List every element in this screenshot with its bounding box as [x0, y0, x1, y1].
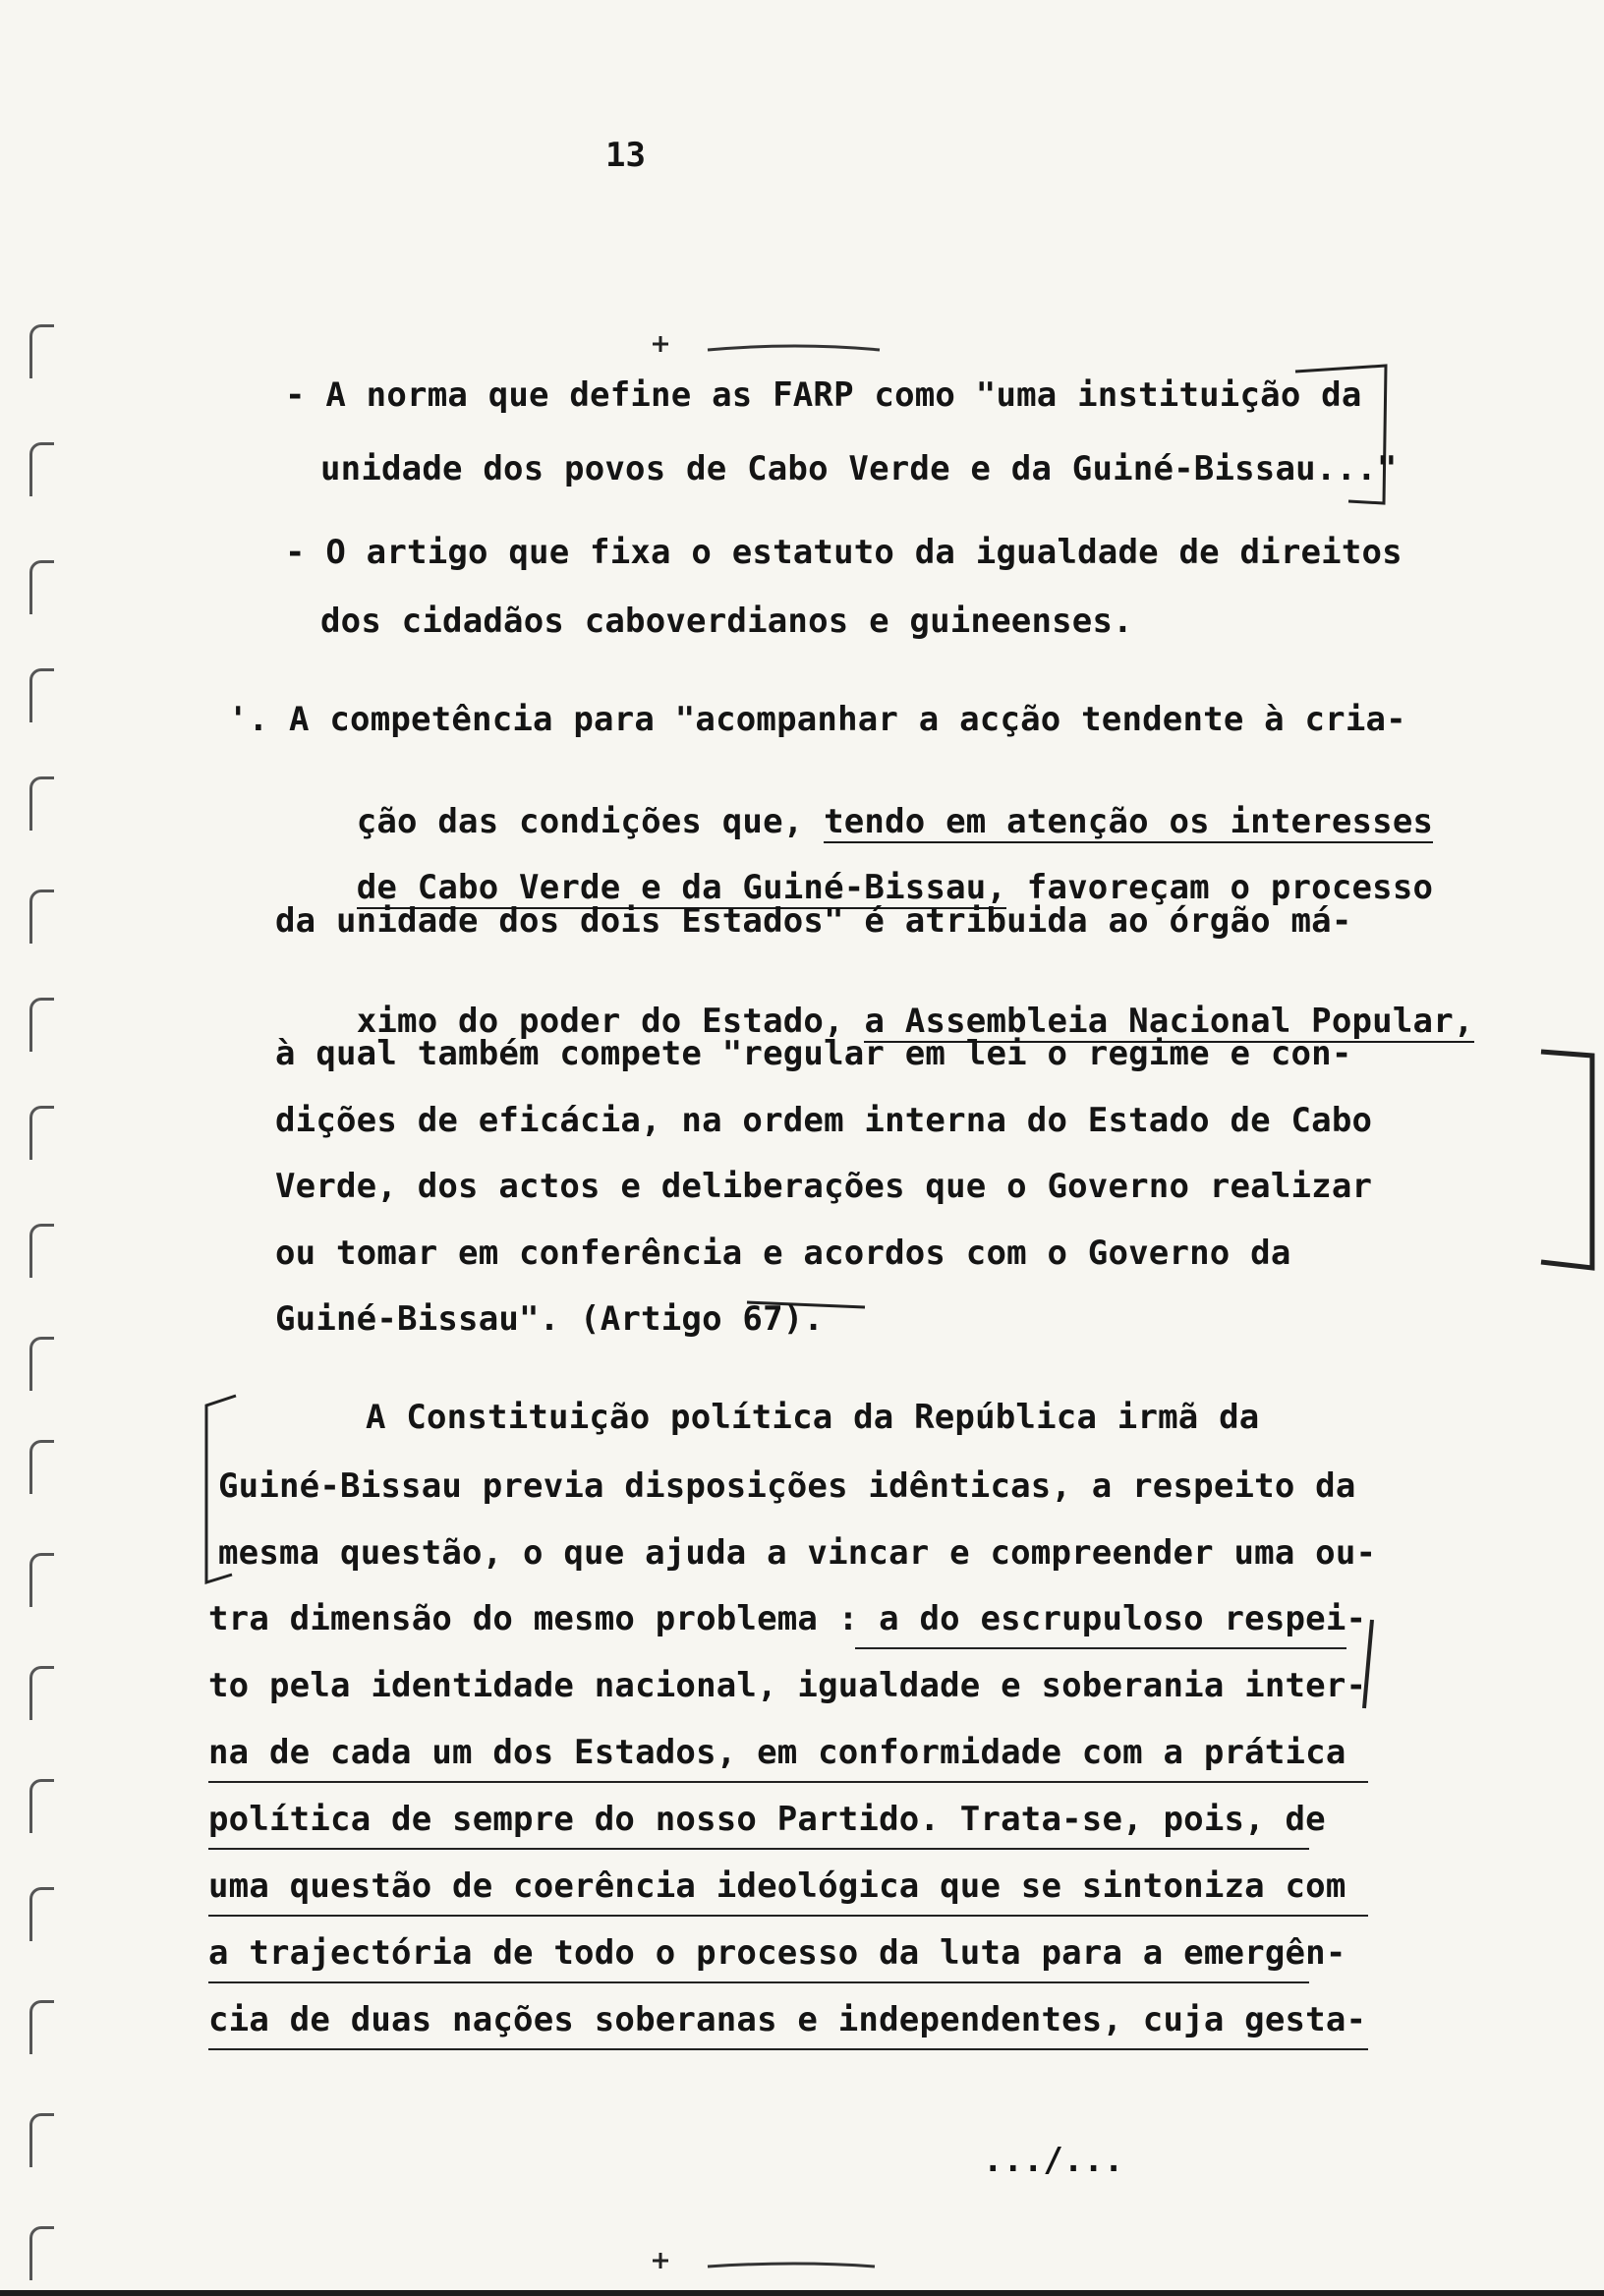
text-line: a trajectória de todo o processo da luta para a emergên- — [208, 1933, 1346, 1973]
underline-stroke — [208, 2048, 1368, 2050]
bottom-scribble — [708, 2264, 875, 2267]
binding-mark — [29, 2000, 54, 2054]
underlined-text: tendo em atenção os interesses — [824, 802, 1434, 841]
binding-mark — [29, 776, 54, 831]
text-line: Guiné-Bissau previa disposições idênticas, a respeito da — [218, 1466, 1356, 1506]
text-line: to pela identidade nacional, igualdade e soberania inter- — [208, 1666, 1367, 1705]
top-scribble — [708, 346, 880, 350]
binding-mark — [29, 890, 54, 944]
page-bottom-edge — [0, 2290, 1604, 2296]
text-line: - A norma que define as FARP como "uma instituição da — [285, 375, 1362, 415]
text-line: unidade dos povos de Cabo Verde e da Guiné-Bissau..." — [320, 449, 1398, 488]
binding-mark — [29, 1666, 54, 1720]
binding-mark — [29, 1224, 54, 1278]
underline-stroke — [208, 1781, 1368, 1783]
text-run: ção das condições que, — [356, 802, 825, 841]
text-line: da unidade dos dois Estados" é atribuida ao órgão má- — [275, 901, 1352, 941]
text-run: ximo do poder do Estado, — [356, 1002, 865, 1041]
text-run: favoreçam o processo — [1006, 868, 1434, 907]
binding-mark — [29, 2113, 54, 2167]
binding-mark — [29, 1887, 54, 1941]
binding-mark — [29, 668, 54, 722]
text-line: mesma questão, o que ajuda a vincar e compreender uma ou- — [218, 1533, 1377, 1573]
binding-mark — [29, 1553, 54, 1607]
continuation-marker: .../... — [983, 2141, 1124, 2180]
right-edge-clip-mark — [1541, 1052, 1592, 1268]
underlined-text: de Cabo Verde e da Guiné-Bissau, — [356, 868, 1007, 907]
binding-mark — [29, 1106, 54, 1160]
underlined-text: a Assembleia Nacional Popular, — [864, 1002, 1474, 1041]
binding-mark — [29, 1440, 54, 1494]
text-line: A Constituição política da República irmã da — [366, 1398, 1260, 1437]
underline-stroke — [208, 1915, 1368, 1917]
binding-mark — [29, 560, 54, 614]
text-line: dos cidadãos caboverdianos e guineenses. — [320, 602, 1133, 641]
underline-stroke — [855, 1647, 1346, 1649]
text-line: política de sempre do nosso Partido. Trata-se, pois, de — [208, 1800, 1326, 1839]
underline-stroke — [208, 1848, 1309, 1850]
binding-mark — [29, 324, 54, 378]
text-line: à qual também compete "regular em lei o regime e con- — [275, 1034, 1352, 1073]
text-line: na de cada um dos Estados, em conformidade com a prática — [208, 1733, 1346, 1772]
top-cross-mark — [653, 336, 668, 352]
bottom-cross-mark — [653, 2253, 668, 2268]
binding-mark — [29, 1779, 54, 1833]
page-number: 13 — [605, 136, 646, 175]
text-line: dições de eficácia, na ordem interna do Estado de Cabo — [275, 1101, 1373, 1140]
text-line: tra dimensão do mesmo problema : a do escrupuloso respei- — [208, 1599, 1367, 1638]
underline-stroke — [208, 1981, 1309, 1983]
text-line: ou tomar em conferência e acordos com o Governo da — [275, 1234, 1291, 1273]
text-line: uma questão de coerência ideológica que se sintoniza com — [208, 1866, 1346, 1906]
binding-mark — [29, 998, 54, 1052]
binding-mark — [29, 2226, 54, 2280]
text-line: Verde, dos actos e deliberações que o Governo realizar — [275, 1167, 1373, 1206]
binding-mark — [29, 442, 54, 496]
text-line: Guiné-Bissau". (Artigo 67). — [275, 1299, 825, 1339]
text-line: - O artigo que fixa o estatuto da igualdade de direitos — [285, 533, 1403, 572]
text-line: cia de duas nações soberanas e independentes, cuja gesta- — [208, 2000, 1367, 2039]
binding-mark — [29, 1337, 54, 1391]
text-line: '. A competência para "acompanhar a acção tendente à cria- — [228, 700, 1406, 739]
